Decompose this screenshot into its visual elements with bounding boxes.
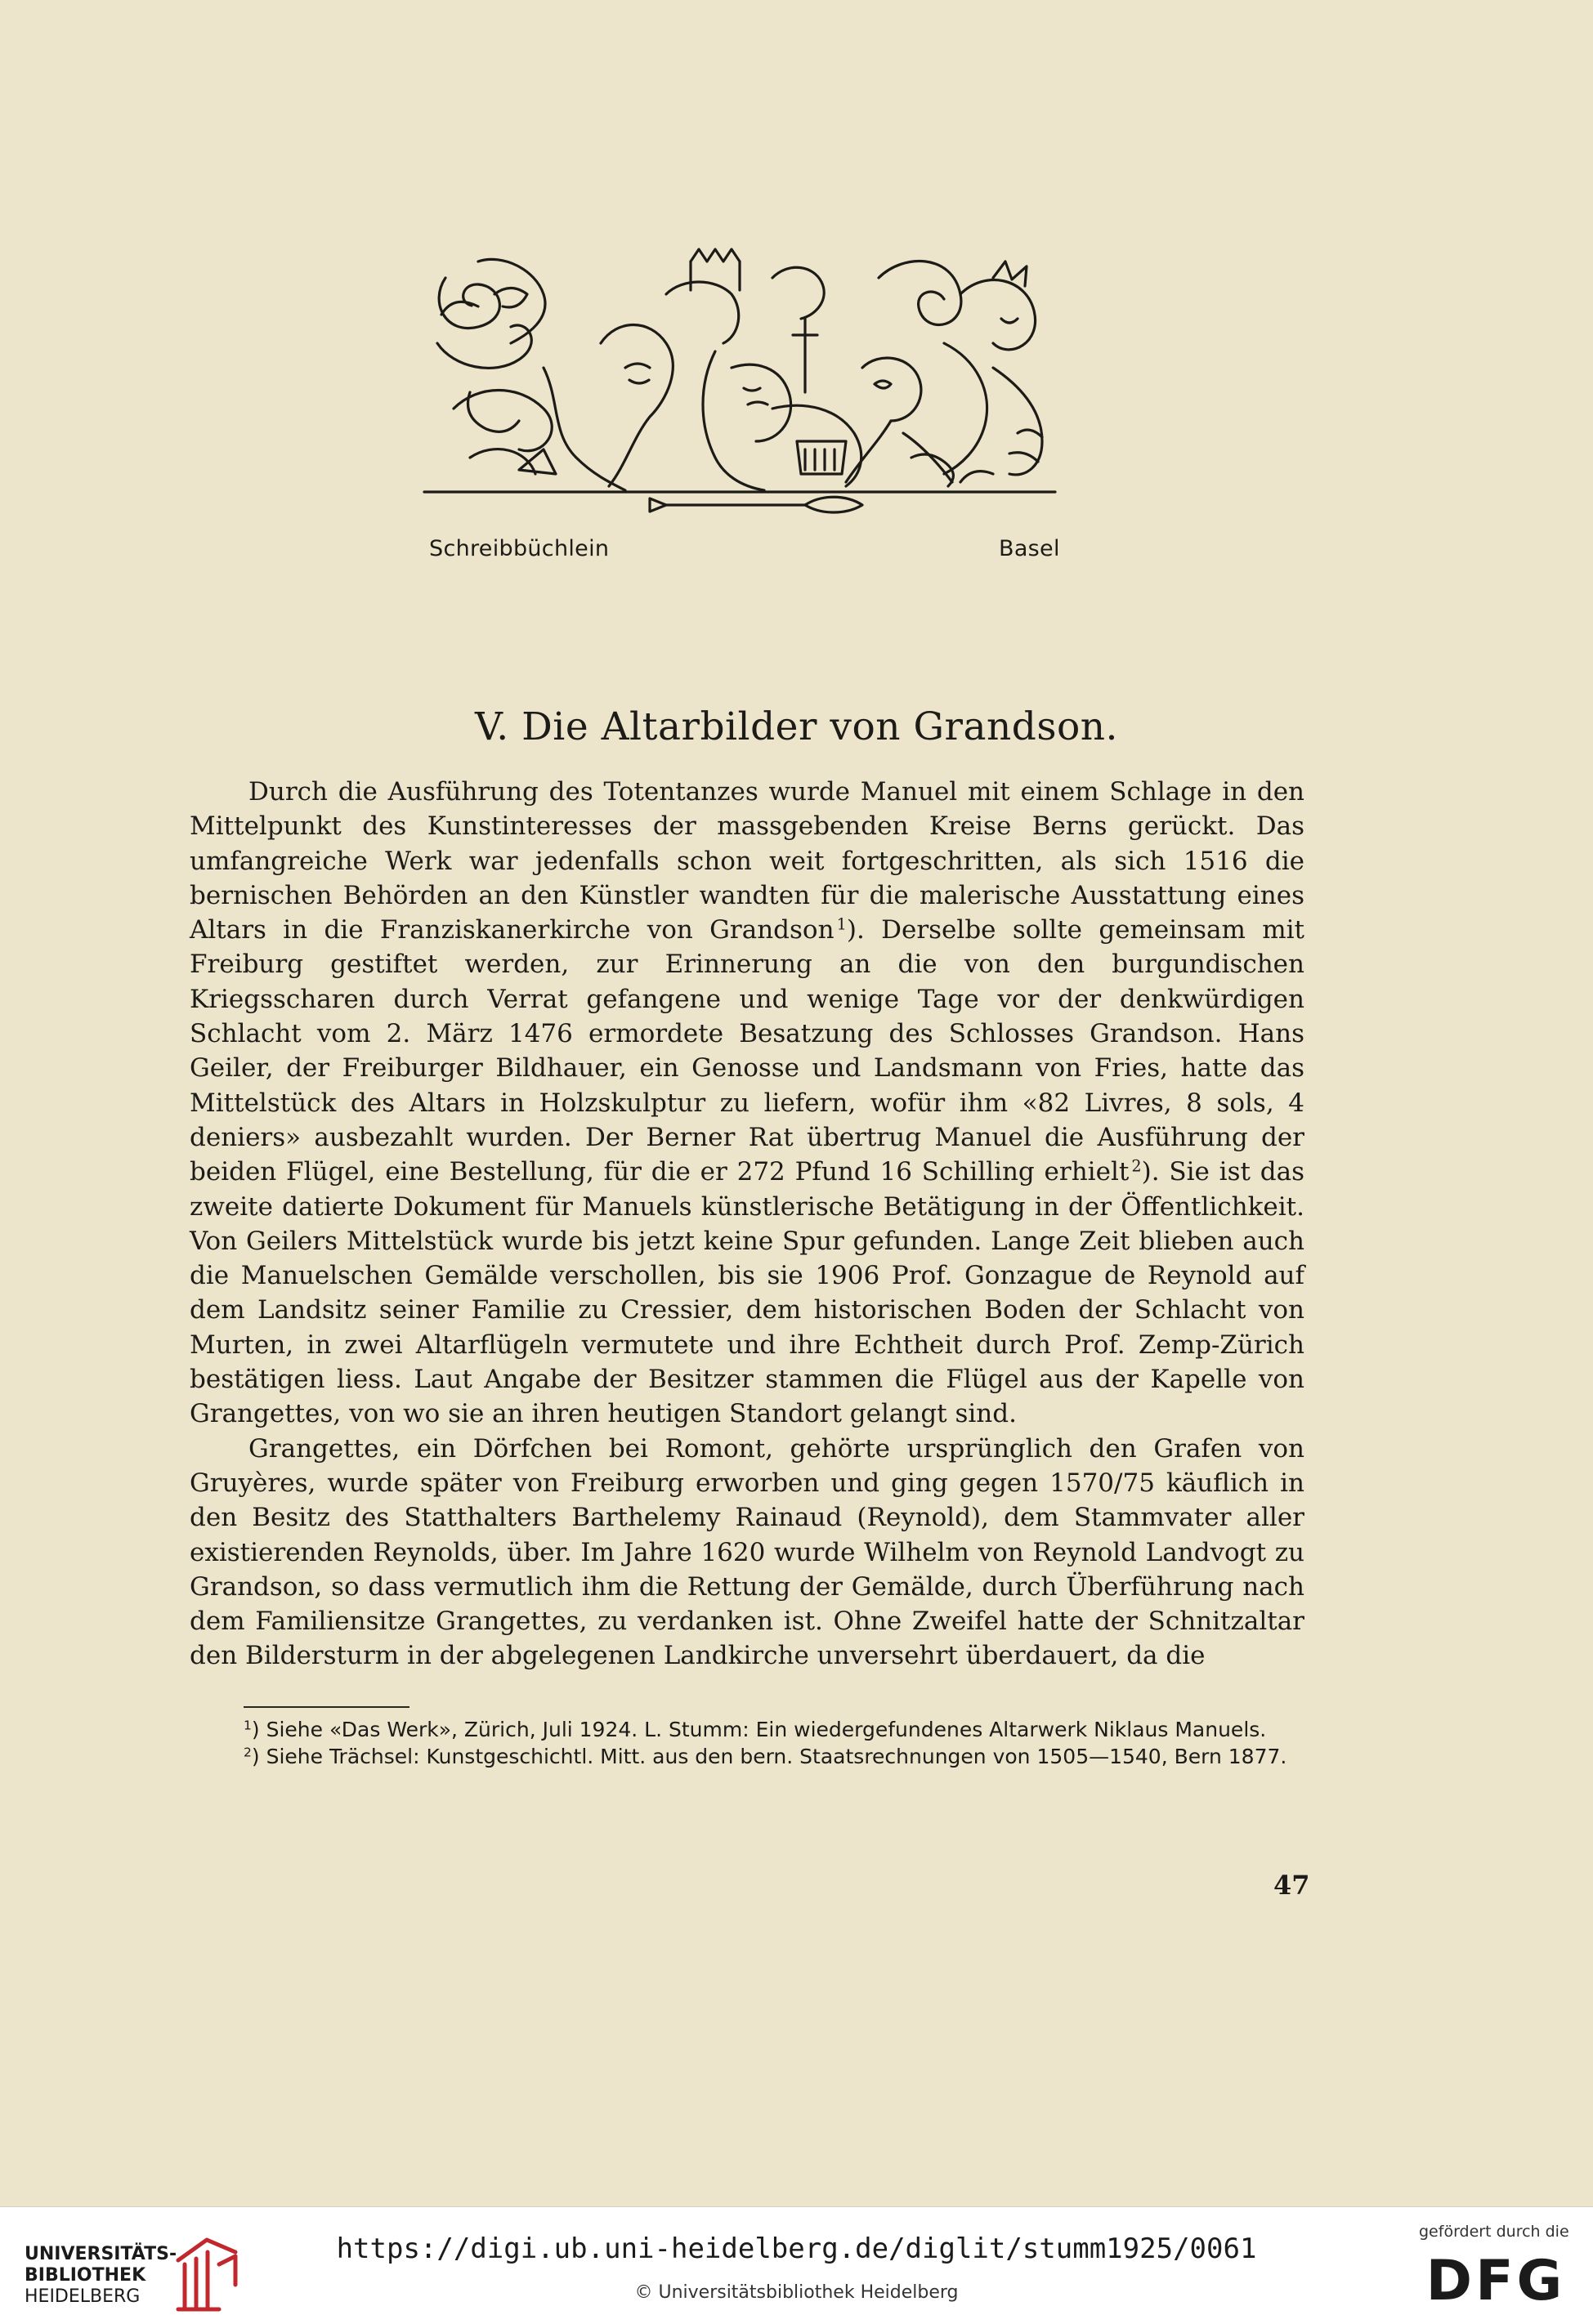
paragraph-1-part-b: ). Derselbe sollte gemeinsam mit Freiburg gestiftet werden, zur Erinnerung an die von den burgundischen Kriegsscharen durch Verrat gefangene und wenige Tage vor der denkwürdigen Schlacht vom 2. März 1476 ermordete Besatzung des Schlosses Grandson. Hans Geiler, der Freiburger Bildhauer, ein Genosse und Landsmann von Fries, hatte das Mittelstück des Altars in Holzskulptur zu liefern, wofür ihm «82 Livres, 8 sols, 4 deniers» ausbezahlt wurden. Der Berner Rat übertrug Manuel die Ausführung der beiden Flügel, eine Bestellung, für die er 272 Pfund 16 Schilling erhielt [190,915,1304,1187]
copyright-notice: © Universitätsbibliothek Heidelberg [634,2282,959,2303]
footnotes [193,1716,1304,1770]
footnote-1-mark: 1 [244,1718,252,1733]
footnote-2-text: ) Siehe Trächsel: Kunstgeschichtl. Mitt. aus den bern. Staatsrechnungen von 1505—1540, Bern 1877. [251,1745,1287,1768]
footnote-divider [244,1706,409,1708]
footnote-1 [193,1716,1304,1743]
permalink-url[interactable]: https://digi.ub.uni-heidelberg.de/diglit/stumm1925/0061 [336,2232,1257,2265]
body-text [190,775,1304,1674]
illustration-caption-left: Schreibbüchlein [429,536,610,561]
dfg-logo[interactable] [1414,2249,1577,2308]
paragraph-1-part-c: ). Sie ist das zweite datierte Dokument für Manuels künstlerische Betätigung in der Öffentlichkeit. Von Geilers Mittelstück wurde bis jetzt keine Spur gefunden. Lange Zeit blieben auch die Manuelschen Gemälde verschollen, bis sie 1906 Prof. Gonzague de Reynold auf dem Landsitz seiner Familie zu Cressier, dem historischen Boden der Schlacht von Murten, in zwei Altarflügeln vermutete und ihre Echtheit durch Prof. Zemp-Zürich bestätigen liess. Laut Angabe der Besitzer stammen die Flügel aus der Kapelle von Grangettes, von wo sie an ihren heutigen Standort gelangt sind. [190,1157,1304,1429]
footer-bar [0,2206,1593,2324]
paragraph-2: Grangettes, ein Dörfchen bei Romont, gehörte ursprünglich den Grafen von Gruyères, wurde später von Freiburg erworben und ging gegen 1570/75 käuflich in den Besitz des Statthalters Barthelemy Rainaud (Reynold), dem Stammvater aller existierenden Reynolds, über. Im Jahre 1620 wurde Wilhelm von Reynold Landvogt zu Grandson, so dass vermutlich ihm die Rettung der Gemälde, durch Überführung nach dem Familiensitze Grangettes, zu verdanken ist. Ohne Zweifel hatte der Schnitzaltar den Bildersturm in der abgelegenen Landkirche unversehrt überdauert, da die [190,1433,1304,1671]
ornamental-woodcut-illustration [421,245,1060,523]
footnote-ref-2: 2 [1131,1156,1142,1176]
footnote-2-mark: 2 [244,1745,252,1760]
footnote-1-text: ) Siehe «Das Werk», Zürich, Juli 1924. L. Stumm: Ein wiedergefundenes Altarwerk Niklaus Manuels. [251,1718,1267,1741]
funded-by-label: gefördert durch die [1419,2223,1569,2241]
library-name-line-2: BIBLIOTHEK [25,2265,146,2286]
chapter-title: V. Die Altarbilder von Grandson. [475,704,1118,749]
illustration-caption-right: Basel [999,536,1060,561]
page-number: 47 [1273,1870,1310,1901]
paragraph-1-part-a: Durch die Ausführung des Totentanzes wurde Manuel mit einem Schlage in den Mittelpunkt des Kunstinteresses der massgebenden Kreise Berns gerückt. Das umfangreiche Werk war jedenfalls schon weit fortgeschritten, als sich 1516 die bernischen Behörden an den Künstler wandten für die malerische Ausstattung eines Altars in die Franziskanerkirche von Grandson [190,777,1304,945]
footnote-ref-1: 1 [836,914,847,934]
dfg-logo-text: DFG [1425,2249,1566,2308]
library-name-line-1: UNIVERSITÄTS- [25,2244,177,2264]
paragraph-1 [190,775,1304,1432]
library-name-line-3: HEIDELBERG [25,2286,141,2307]
footnote-2 [193,1743,1304,1770]
